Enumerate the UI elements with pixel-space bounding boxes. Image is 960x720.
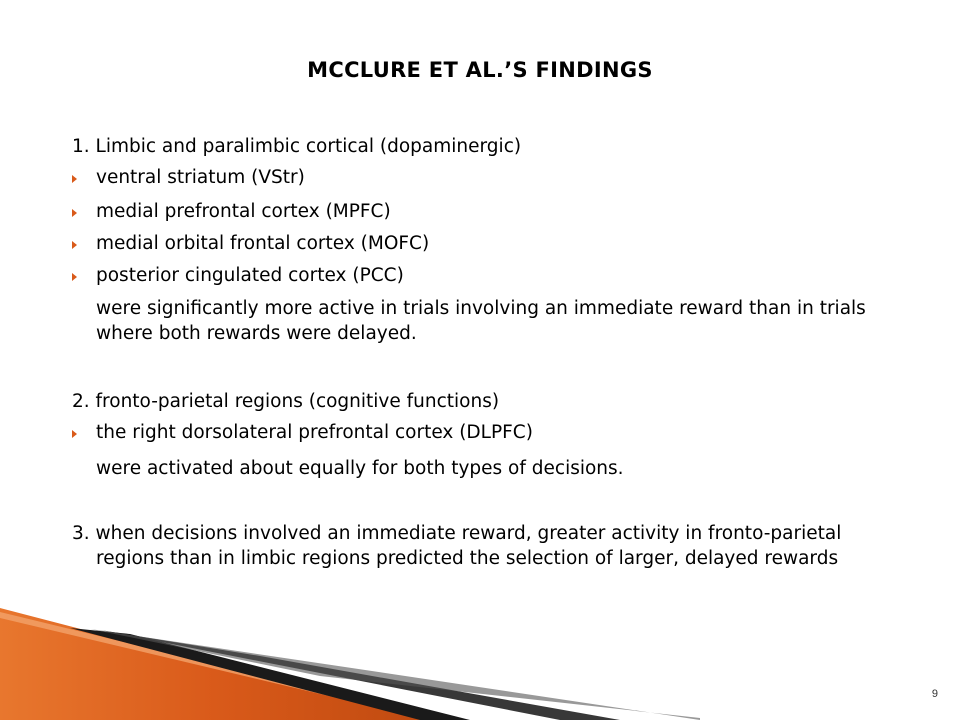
- bullet-text: medial prefrontal cortex (MPFC): [96, 201, 391, 222]
- page-number: 9: [931, 688, 938, 700]
- section-1-note: were significantly more active in trials involving an immediate reward than in trials where both rewards were delayed.: [96, 298, 866, 344]
- bullet-item: [72, 421, 533, 445]
- bullet-text: medial orbital frontal cortex (MOFC): [96, 233, 430, 254]
- triangle-bullet-icon: [72, 209, 77, 217]
- triangle-bullet-icon: [72, 175, 77, 183]
- triangle-bullet-icon: [72, 241, 77, 249]
- section-2-heading: 2. fronto-parietal regions (cognitive functions): [72, 391, 500, 412]
- bullet-item: [72, 232, 429, 256]
- section-3-text: 3. when decisions involved an immediate reward, greater activity in fronto-parietal regions than in limbic regions predicted the selection of larger, delayed rewards: [72, 523, 842, 569]
- bullet-text: posterior cingulated cortex (PCC): [96, 265, 404, 286]
- decorative-swoosh: [0, 590, 720, 720]
- section-1-heading: 1. Limbic and paralimbic cortical (dopaminergic): [72, 136, 522, 157]
- bullet-item: [72, 200, 391, 224]
- section-2-note: were activated about equally for both types of decisions.: [96, 458, 624, 479]
- bullet-text: ventral striatum (VStr): [96, 167, 305, 188]
- bullet-text: the right dorsolateral prefrontal cortex (DLPFC): [96, 422, 533, 443]
- bullet-item: [72, 166, 305, 190]
- triangle-bullet-icon: [72, 273, 77, 281]
- bullet-item: [72, 264, 404, 288]
- triangle-bullet-icon: [72, 430, 77, 438]
- slide-title: MCCLURE ET AL.’S FINDINGS: [307, 58, 653, 82]
